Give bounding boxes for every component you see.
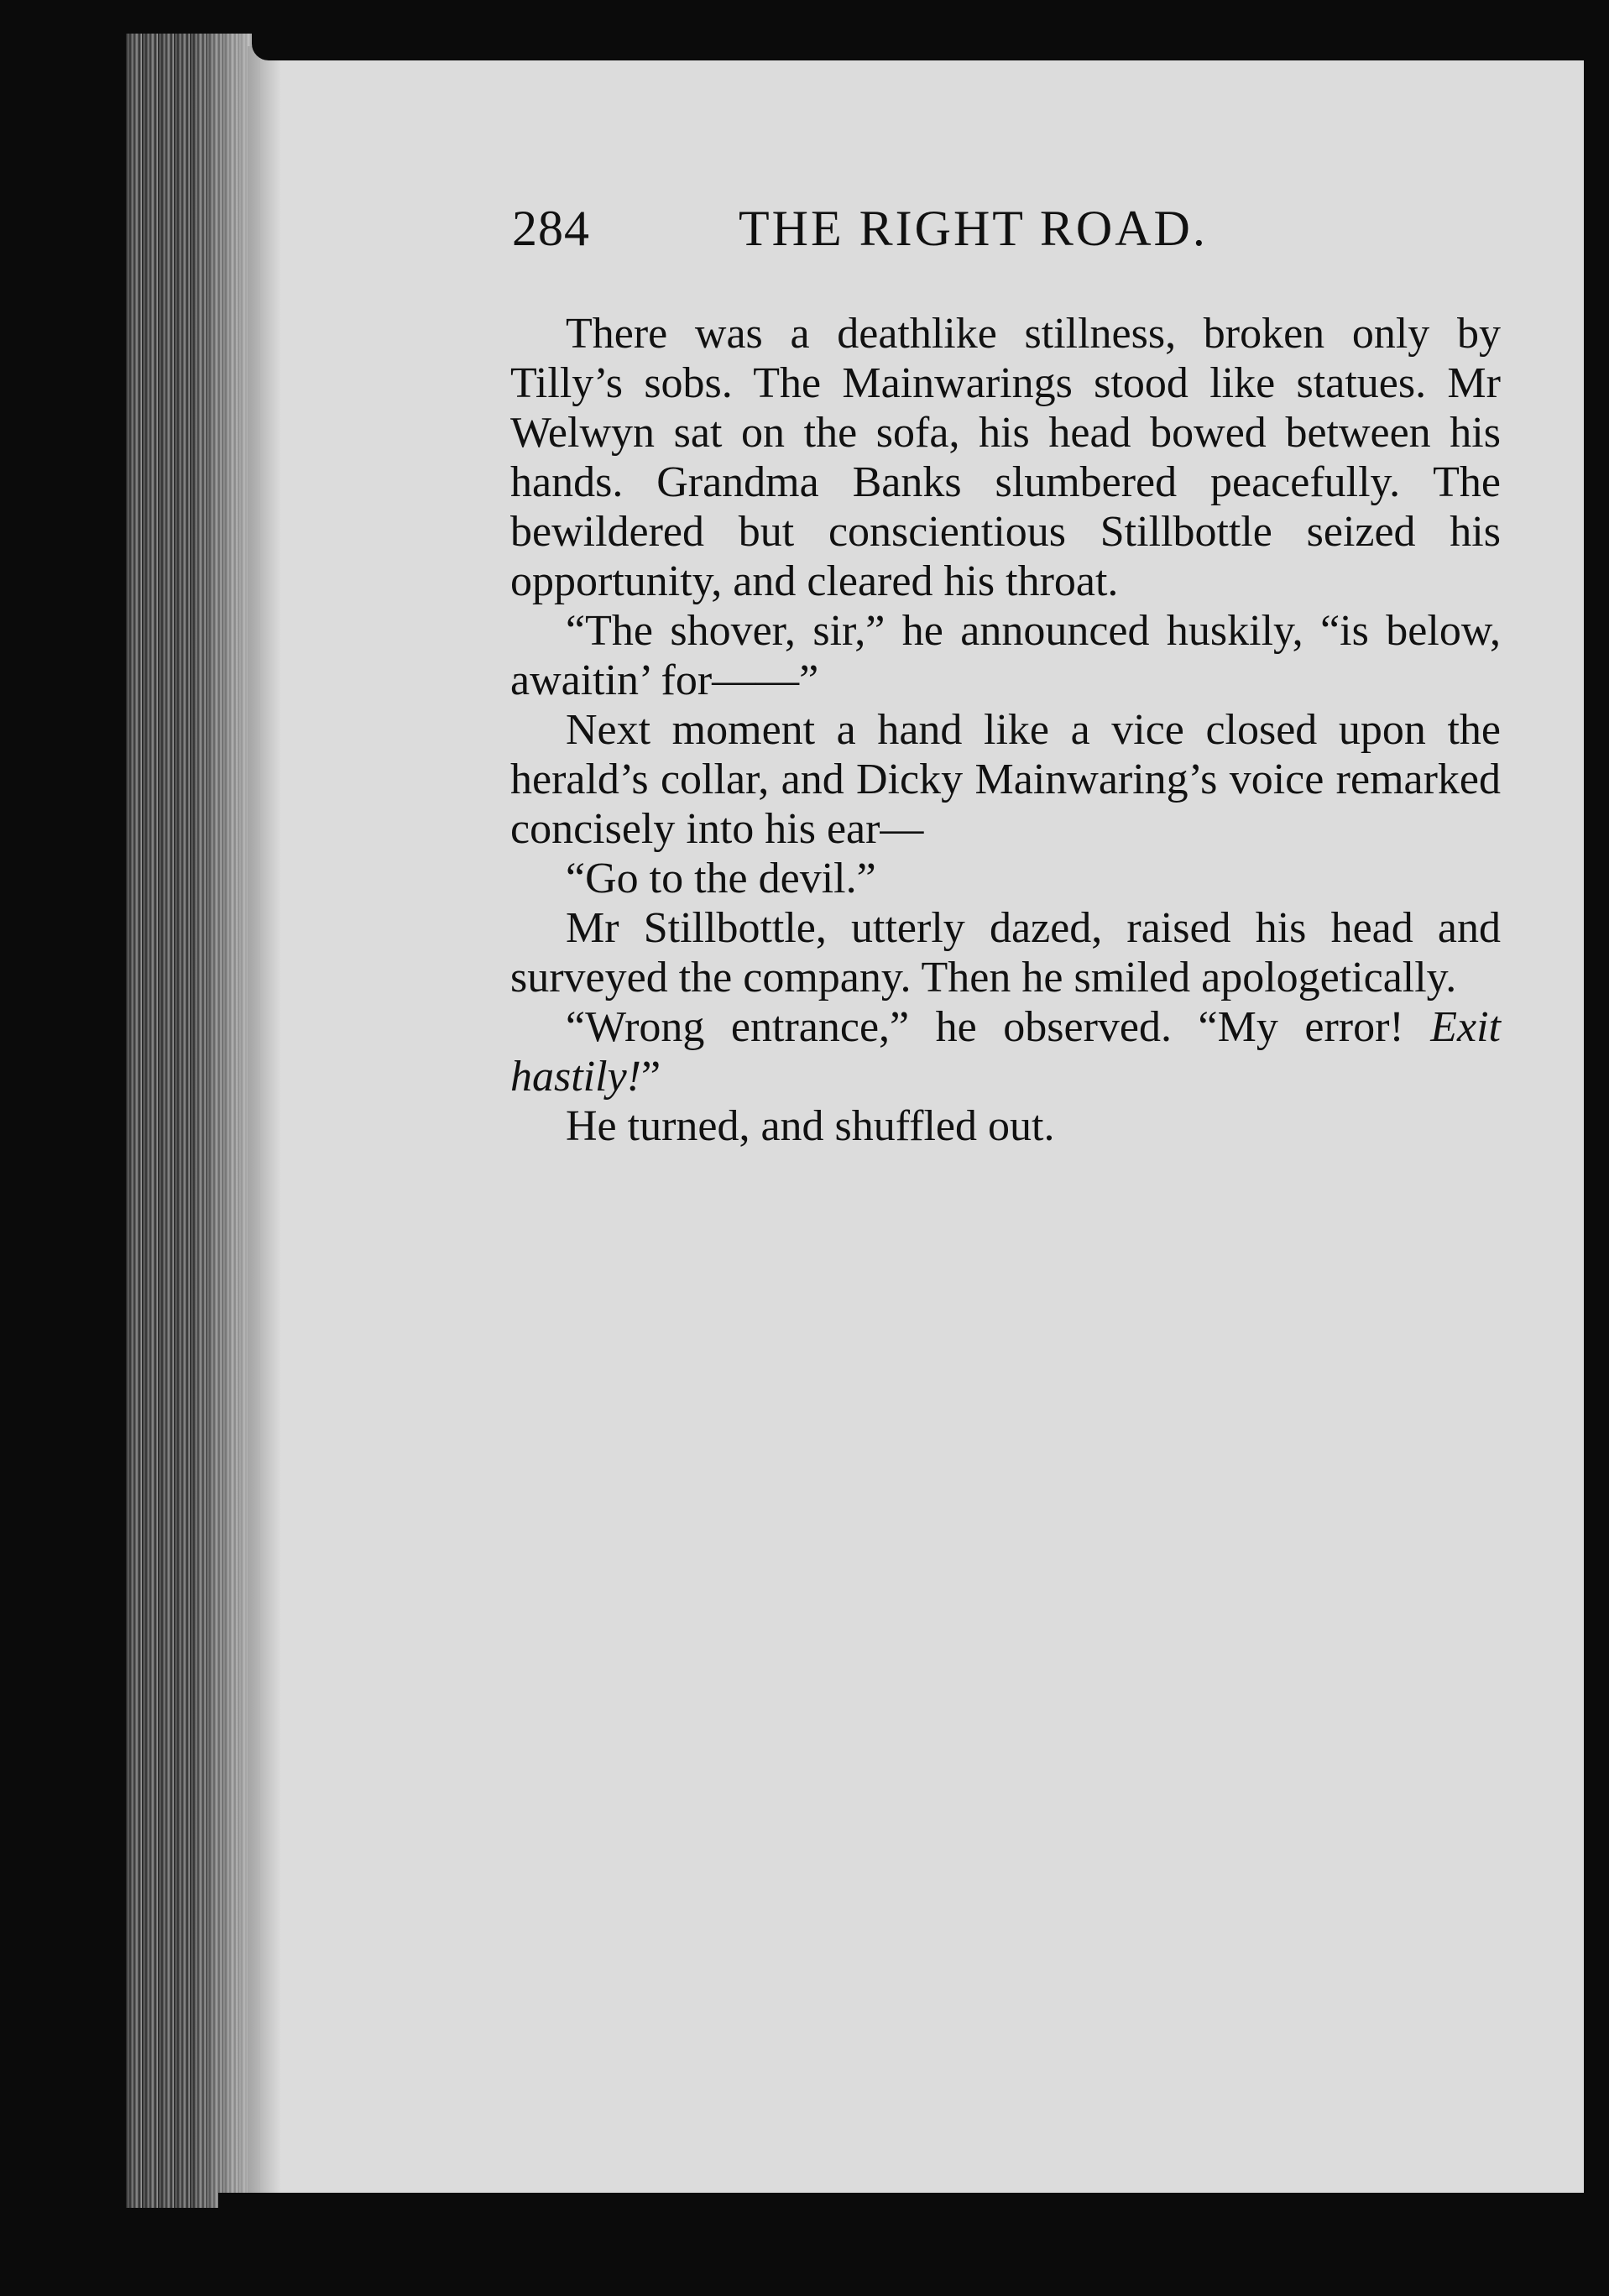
dialogue-text: “Wrong entrance,” he observed. “My error!: [566, 1003, 1431, 1051]
dialogue-close-quote: ”: [640, 1053, 661, 1101]
paragraph: “The shover, sir,” he announced huskily, “is below, awaitin’ for——”: [510, 607, 1501, 704]
body-text: [510, 309, 1501, 1151]
running-title: THE RIGHT ROAD.: [739, 201, 1208, 256]
paragraph: “Go to the devil.”: [566, 855, 876, 902]
gutter-shadow: [248, 46, 281, 2208]
italic-stage-direction: Exit hastily!: [510, 1003, 1501, 1101]
paragraph: There was a deathlike stillness, broken only by Tilly’s sobs. The Mainwarings stood like statues. Mr Welwyn sat on the sofa, his head bowed between his hands. Grandma Banks slumbered peacefully. The bewildered but conscientious Stillbottle seized his opportunity, and cleared his throat.: [510, 310, 1501, 605]
scan-right-border: [1584, 0, 1609, 2296]
scan-top-border: [252, 0, 1609, 60]
closing-line: He turned, and shuffled out.: [566, 1102, 1055, 1150]
paragraph: Next moment a hand like a vice closed upon the herald’s collar, and Dicky Mainwaring’s voice remarked concisely into his ear—: [510, 706, 1501, 853]
page-number: 284: [512, 201, 590, 256]
paragraph: Mr Stillbottle, utterly dazed, raised his head and surveyed the company. Then he smiled apologetically.: [510, 904, 1501, 1002]
page-header: [512, 200, 1351, 267]
paragraph-dialogue: [510, 1002, 1501, 1101]
scan-bottom-border: [218, 2193, 1609, 2296]
